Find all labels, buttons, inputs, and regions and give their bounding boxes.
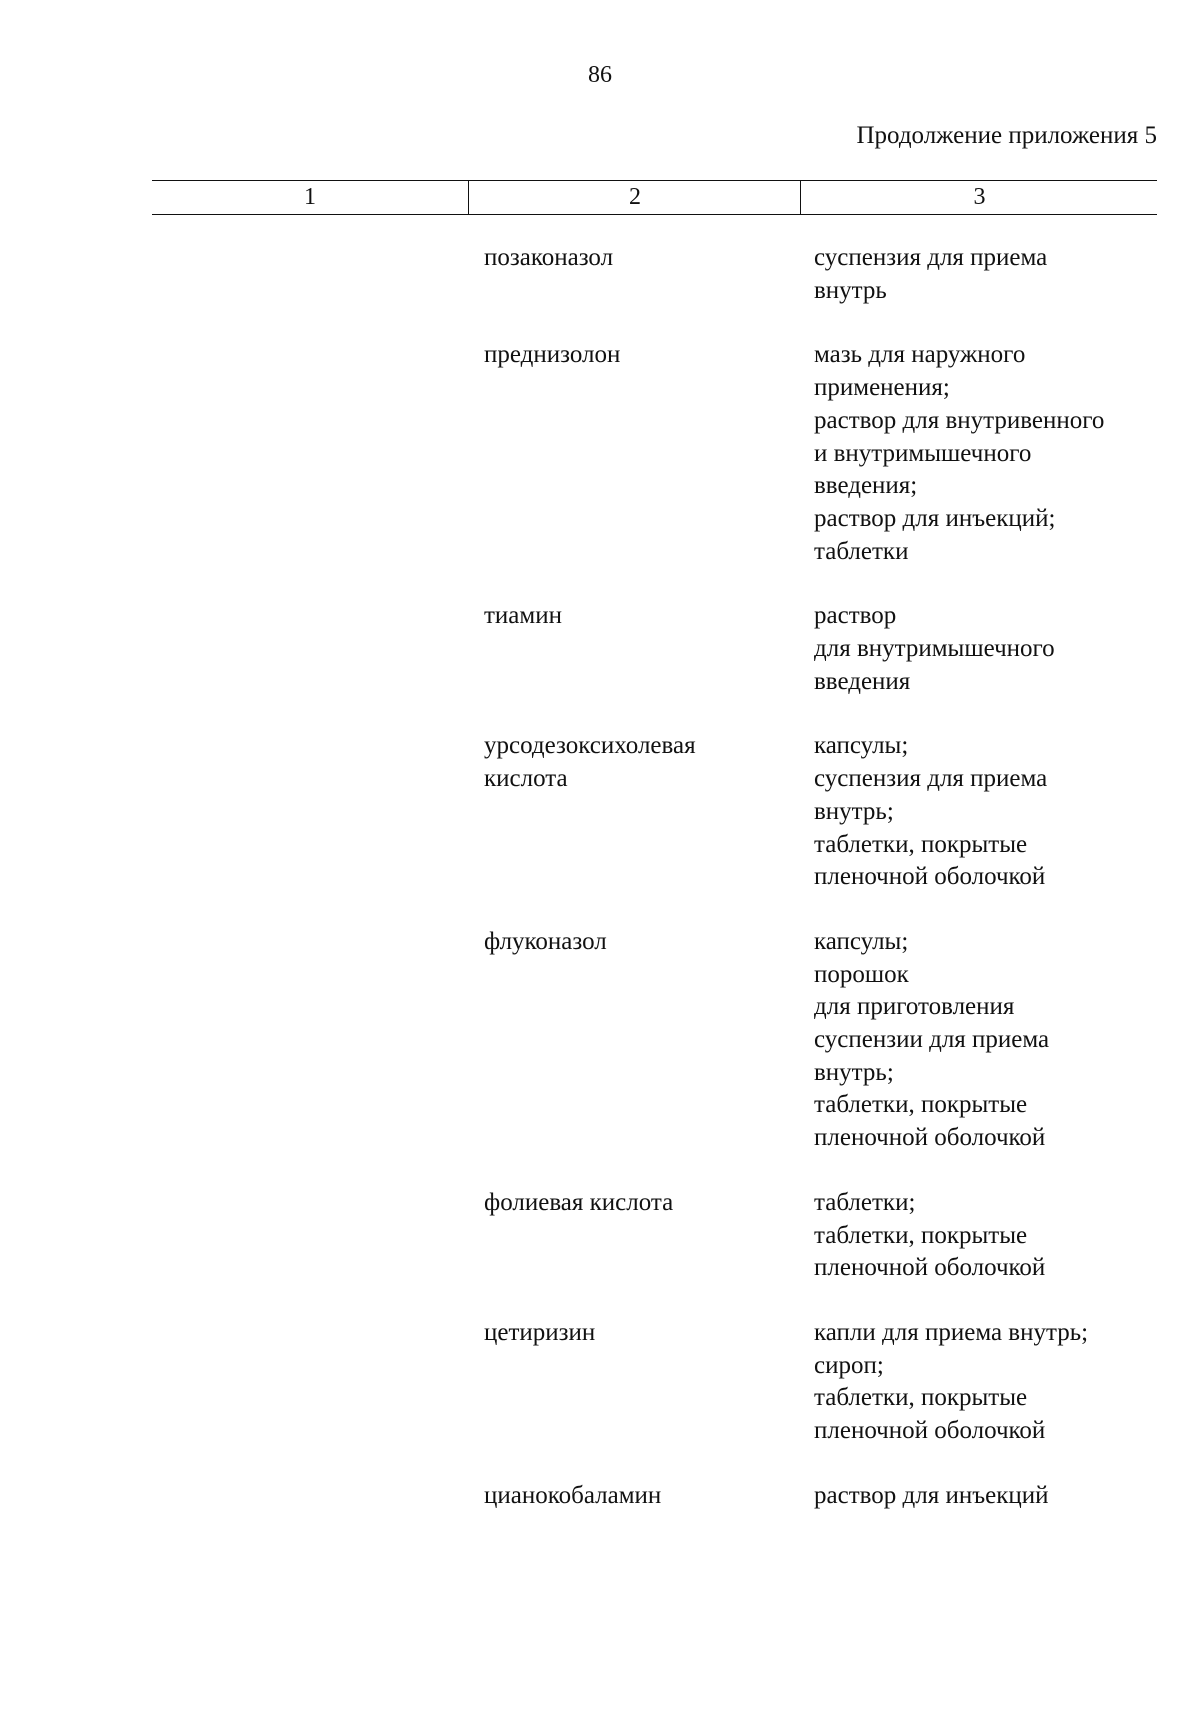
dosage-form-line: пленочной оболочкой — [814, 1254, 1046, 1282]
dosage-form-line: внутрь; — [814, 797, 894, 825]
dosage-forms — [814, 242, 1154, 307]
table-row — [0, 242, 1200, 307]
drug-name-line: позаконазол — [484, 244, 614, 271]
dosage-form-line: суспензия для приема — [814, 765, 1048, 793]
dosage-form-line: мазь для наружного — [814, 341, 1026, 369]
dosage-forms — [814, 1480, 1154, 1513]
drug-name-line: тиамин — [484, 602, 562, 630]
header-col-2: 2 — [468, 181, 801, 214]
drug-name-line: флуконазол — [484, 927, 607, 955]
drug-name — [484, 1480, 814, 1513]
table-row — [0, 926, 1200, 1155]
dosage-form-line: таблетки, покрытые — [814, 830, 1028, 858]
dosage-forms — [814, 1187, 1154, 1285]
drug-name — [484, 1317, 814, 1448]
drug-name-line: фолиевая кислота — [484, 1188, 674, 1216]
table-row — [0, 1480, 1200, 1513]
drug-name-line: цианокобаламин — [484, 1481, 662, 1509]
header-col-1: 1 — [304, 184, 316, 210]
dosage-form-line: введения; — [814, 472, 918, 500]
dosage-form-line: сироп; — [814, 1351, 884, 1379]
dosage-form-line: таблетки, покрытые — [814, 1091, 1028, 1119]
dosage-form-line: пленочной оболочкой — [814, 1124, 1046, 1152]
dosage-form-line: для внутримышечного — [814, 635, 1055, 663]
drug-name — [484, 600, 814, 698]
drug-name — [484, 339, 814, 568]
continuation-label: Продолжение приложения 5 — [856, 122, 1157, 149]
dosage-forms — [814, 926, 1154, 1155]
drug-name — [484, 242, 814, 307]
dosage-form-line: таблетки, покрытые — [814, 1221, 1028, 1249]
dosage-form-line: порошок — [814, 960, 909, 988]
drug-name-line: преднизолон — [484, 341, 621, 369]
table-row — [0, 600, 1200, 698]
dosage-form-line: для приготовления — [814, 993, 1015, 1021]
table-row — [0, 1317, 1200, 1448]
drug-name-line: цетиризин — [484, 1318, 596, 1346]
drug-name — [484, 1187, 814, 1285]
drug-name — [484, 730, 814, 894]
dosage-form-line: раствор — [814, 602, 897, 630]
dosage-forms — [814, 600, 1154, 698]
header-col-3: 3 — [800, 181, 1158, 214]
dosage-form-line: капсулы; — [814, 732, 909, 760]
dosage-form-line: раствор для инъекций; — [814, 504, 1056, 532]
dosage-form-line: внутрь — [814, 276, 887, 304]
dosage-form-line: и внутримышечного — [814, 439, 1032, 467]
dosage-form-line: пленочной оболочкой — [814, 1417, 1046, 1445]
page-number: 86 — [588, 62, 612, 88]
drug-name-line: урсодезоксихолевая — [484, 732, 696, 760]
drug-name-line: кислота — [484, 765, 568, 793]
dosage-form-line: суспензия для приема — [814, 244, 1048, 271]
table-row — [0, 730, 1200, 894]
dosage-form-line: суспензии для приема — [814, 1026, 1050, 1054]
dosage-form-line: капсулы; — [814, 927, 909, 955]
dosage-form-line: применения; — [814, 374, 950, 402]
dosage-forms — [814, 339, 1154, 568]
table-row — [0, 1187, 1200, 1285]
drug-name — [484, 926, 814, 1155]
dosage-form-line: раствор для инъекций — [814, 1481, 1049, 1509]
dosage-forms — [814, 730, 1154, 894]
dosage-form-line: таблетки — [814, 537, 909, 565]
dosage-form-line: капли для приема внутрь; — [814, 1318, 1089, 1346]
table-header-row — [152, 180, 1157, 215]
dosage-form-line: введения — [814, 667, 911, 695]
dosage-form-line: таблетки; — [814, 1188, 916, 1216]
table-row — [0, 339, 1200, 568]
dosage-form-line: пленочной оболочкой — [814, 863, 1046, 891]
dosage-forms — [814, 1317, 1154, 1448]
dosage-form-line: внутрь; — [814, 1058, 894, 1086]
dosage-form-line: раствор для внутривенного — [814, 406, 1105, 434]
table-body — [0, 242, 1200, 1545]
dosage-form-line: таблетки, покрытые — [814, 1384, 1028, 1412]
